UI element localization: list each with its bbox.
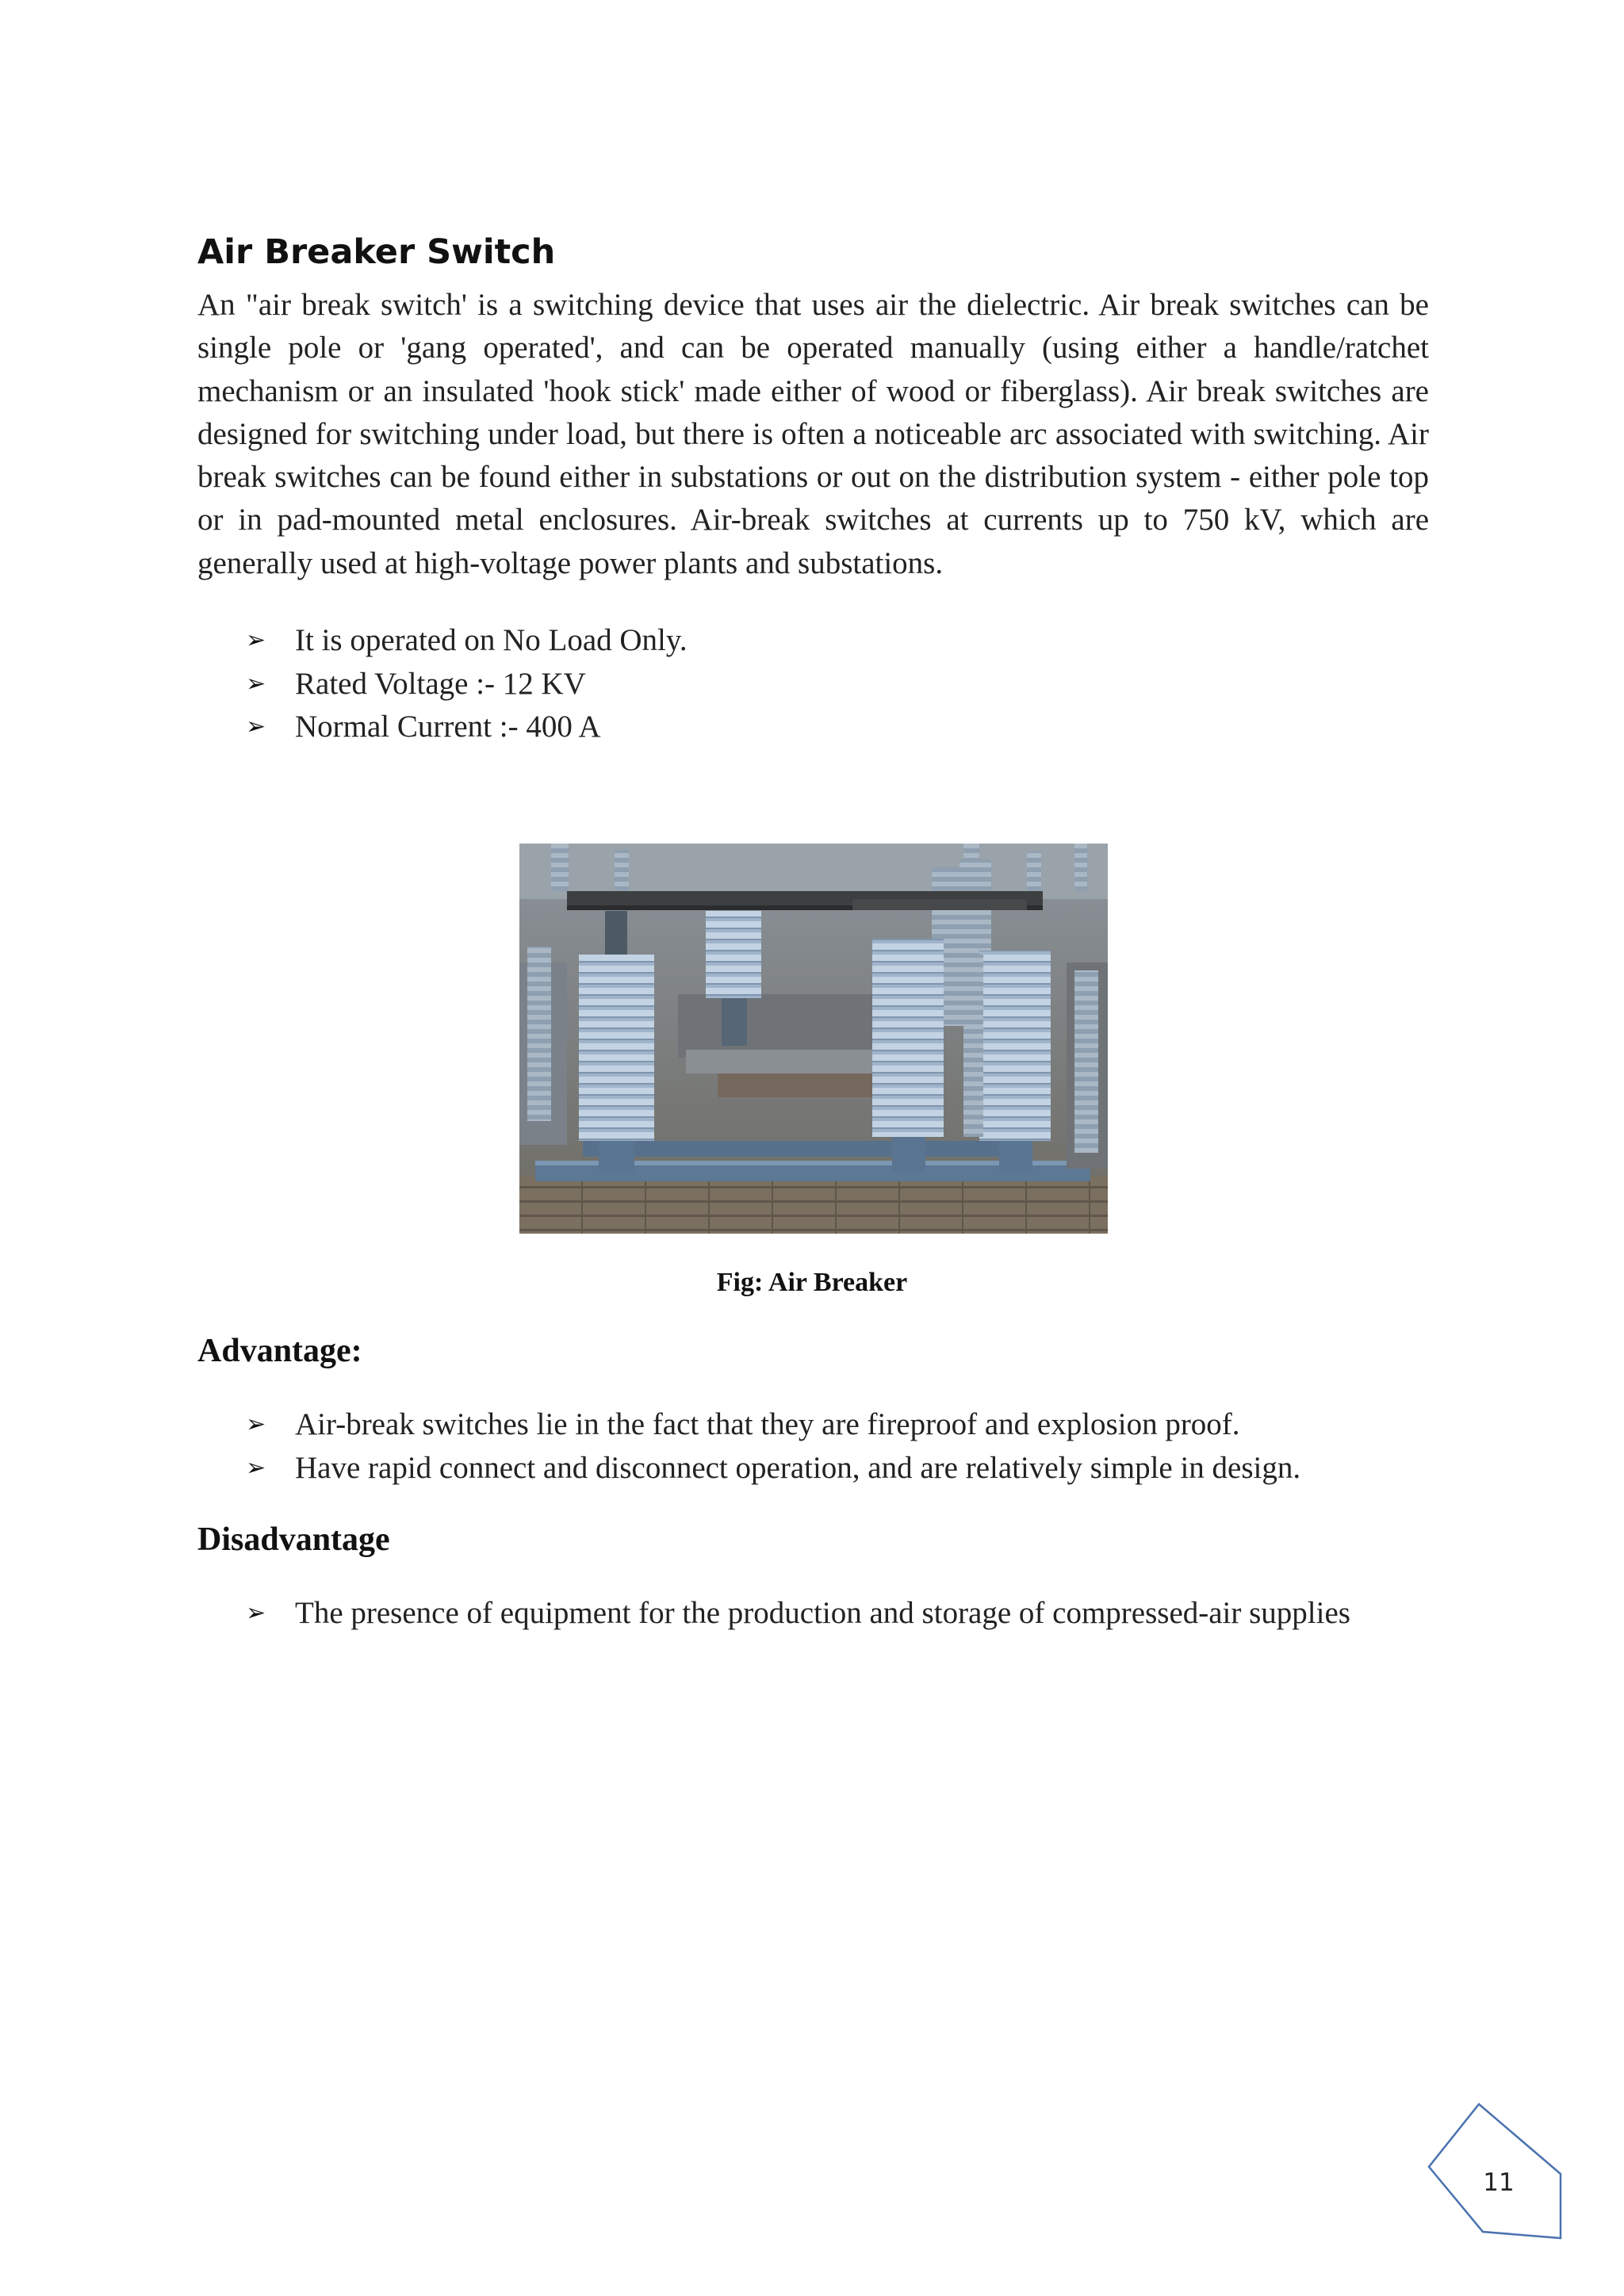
arrow-bullet-icon: ➢ — [246, 1453, 266, 1482]
arrow-bullet-icon: ➢ — [246, 1410, 266, 1438]
disadvantage-heading: Disadvantage — [197, 1521, 390, 1558]
figure-caption: Fig: Air Breaker — [716, 1268, 908, 1297]
list-item — [246, 663, 688, 706]
arrow-bullet-icon: ➢ — [246, 1599, 266, 1627]
specs-list — [246, 619, 688, 749]
disadvantage-list — [246, 1592, 1350, 1636]
arrow-bullet-icon: ➢ — [246, 626, 266, 654]
air-breaker-photo — [519, 844, 1108, 1234]
list-item — [246, 1403, 1300, 1447]
advantage-list — [246, 1403, 1300, 1490]
list-item — [246, 1447, 1300, 1490]
body-paragraph: An "air break switch' is a switching device that uses air the dielectric. Air break switches can be single pole or 'gang operated', and can be operated manually (using either a handle/ratchet mechanism or an insulated 'hook stick' made either of wood or fiberglass). Air break switches are designed for switching under load, but there is often a noticeable arc associated with switching. Air break switches can be found either in substations or out on the distribution system - either pole top or in pad-mounted metal enclosures. Air-break switches at currents up to 750 kV, which are generally used at high-voltage power plants and substations. — [197, 288, 1429, 580]
advantage-heading: Advantage: — [197, 1333, 362, 1369]
list-item-text: The presence of equipment for the production and storage of compressed-air supplies — [295, 1596, 1350, 1630]
list-item-text: Normal Current :- 400 A — [295, 710, 601, 744]
list-item-text: Have rapid connect and disconnect operation, and are relatively simple in design. — [295, 1450, 1301, 1485]
list-item-text: It is operated on No Load Only. — [295, 623, 688, 657]
list-item — [246, 1592, 1350, 1636]
list-item-text: Rated Voltage :- 12 KV — [295, 666, 586, 701]
arrow-bullet-icon: ➢ — [246, 713, 266, 740]
list-item-text: Air-break switches lie in the fact that they are fireproof and explosion proof. — [295, 1407, 1240, 1441]
list-item — [246, 619, 688, 663]
arrow-bullet-icon: ➢ — [246, 669, 266, 698]
section-title: Air Breaker Switch — [197, 232, 556, 272]
list-item — [246, 706, 688, 749]
page-number: 11 — [1483, 2168, 1515, 2197]
